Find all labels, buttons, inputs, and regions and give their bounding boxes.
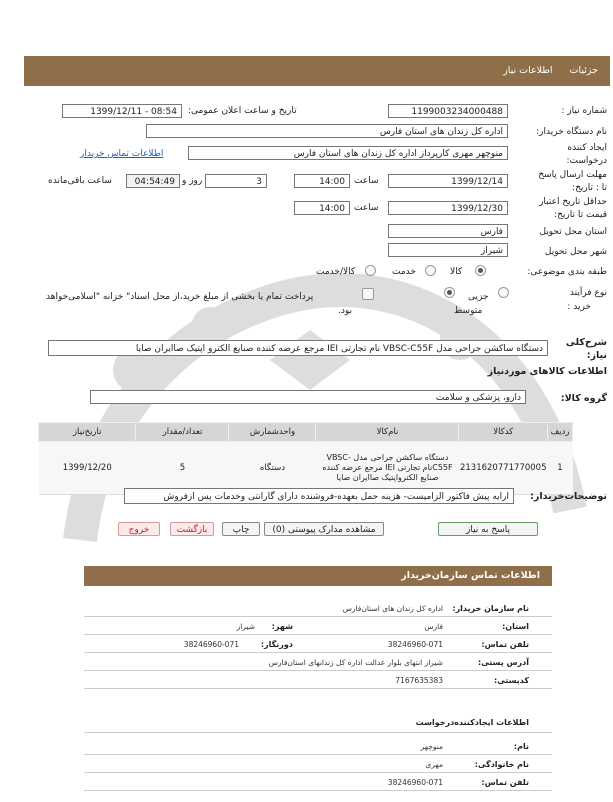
- province-contact-label: استان:: [502, 622, 529, 631]
- address-value: شیراز انتهای بلوار عدالت اداره کل زندانهای استان‌فارس: [268, 658, 443, 667]
- province-contact-value: فارس: [424, 622, 443, 631]
- goods-section-title: اطلاعات کالاهای موردنیاز: [487, 366, 607, 377]
- th-date: تاریخ‌نیاز: [39, 423, 136, 442]
- cell-code: 2131620771770005: [459, 442, 548, 495]
- goods-table: [38, 422, 573, 495]
- breadcrumb-need-info[interactable]: اطلاعات نیاز: [503, 65, 553, 76]
- city-field[interactable]: شیراز: [388, 243, 508, 257]
- process-label-2: خرید :: [567, 302, 591, 312]
- buyer-field[interactable]: اداره کل زندان های استان فارس: [146, 124, 508, 138]
- category-label: طبقه بندی موضوعی:: [527, 267, 607, 277]
- phone-contact-value: 38246960-071: [387, 640, 443, 649]
- announce-label: تاریخ و ساعت اعلان عمومی:: [188, 106, 297, 116]
- cell-index: 1: [548, 442, 573, 495]
- description-label-2: نیاز:: [586, 350, 607, 361]
- need-number-label: شماره نیاز :: [561, 106, 607, 116]
- remaining-label: ساعت باقی‌مانده: [48, 176, 112, 186]
- last-name-label: نام خانوادگی:: [474, 760, 529, 769]
- creator-phone-label: تلفن تماس:: [481, 778, 529, 787]
- buyer-contact-link[interactable]: اطلاعات تماس خریدار: [80, 149, 164, 159]
- creator-field[interactable]: منوچهر مهری کارپرداز اداره کل زندان های استان فارس: [188, 146, 508, 160]
- category-service-label: خدمت: [392, 267, 416, 277]
- goods-group-label: گروه کالا:: [560, 393, 607, 404]
- reply-button[interactable]: پاسخ به نیاز: [438, 522, 538, 536]
- breadcrumb-details[interactable]: جزئیات: [569, 65, 598, 76]
- page-header: [24, 56, 610, 86]
- city-contact-value: شیراز: [236, 622, 255, 631]
- contact-section-header: [84, 566, 552, 586]
- reply-deadline-label-2: تا : تاریخ:: [572, 183, 607, 193]
- th-qty: تعداد/مقدار: [136, 423, 229, 442]
- org-name-value: اداره کل زندان های استان‌فارس: [342, 604, 443, 613]
- reply-time-field[interactable]: 14:00: [294, 174, 350, 188]
- th-unit: واحدشمارش: [229, 423, 316, 442]
- city-contact-label: شهر:: [271, 622, 293, 631]
- validity-time-label: ساعت: [354, 203, 379, 213]
- process-medium-label: متوسط: [454, 306, 483, 316]
- cell-name: دستگاه ساکشن جراحی مدل VBSC-C55Fنام تجارتی IEI مرجع عرضه کننده صنایع الکترواپتیک صاایران صایا: [316, 442, 459, 495]
- print-button[interactable]: چاپ: [222, 522, 260, 536]
- payment-note: پرداخت تمام یا بخشی از مبلغ خرید،از محل اسناد" خزانه "اسلامی‌خواهد: [46, 292, 314, 302]
- contact-title: اطلاعات تماس سازمان‌خریدار: [401, 570, 540, 581]
- days-field[interactable]: 3: [205, 174, 267, 188]
- th-code: کدکالا: [459, 423, 548, 442]
- reply-deadline-label: مهلت ارسال پاسخ: [538, 170, 607, 180]
- table-row: [39, 442, 573, 495]
- cell-unit: دستگاه: [229, 442, 316, 495]
- validity-date-field[interactable]: 1399/12/30: [388, 201, 508, 215]
- th-index: ردیف: [548, 423, 573, 442]
- th-name: نام‌کالا: [316, 423, 459, 442]
- announce-field[interactable]: 1399/12/11 - 08:54: [62, 104, 182, 118]
- category-service-radio[interactable]: [425, 265, 436, 276]
- price-validity-label: حداقل تاریخ اعتبار: [539, 197, 607, 207]
- address-label: آدرس پستی:: [478, 658, 529, 667]
- last-name-value: مهری: [425, 760, 443, 769]
- goods-group-field: دارو، پزشکی و سلامت: [90, 390, 526, 404]
- province-label: استان محل تحویل: [539, 227, 607, 237]
- first-name-value: منوچهر: [420, 742, 443, 751]
- creator-label-2: درخواست:: [566, 156, 607, 166]
- remaining-time-field: 04:54:49: [126, 174, 180, 188]
- validity-time-field[interactable]: 14:00: [294, 201, 350, 215]
- payment-checkbox[interactable]: [362, 288, 374, 300]
- category-both-radio[interactable]: [365, 265, 376, 276]
- cell-date: 1399/12/20: [39, 442, 136, 495]
- category-goods-radio[interactable]: [475, 265, 486, 276]
- buyer-label: نام دستگاه خریدار:: [536, 127, 607, 137]
- buyer-notes-label: توضیحات‌خریدار:: [530, 491, 607, 502]
- category-goods-label: کالا: [450, 267, 463, 277]
- payment-note-2: بود.: [338, 306, 353, 316]
- buyer-notes-field: ارایه پیش فاکتور الزامیست- هزینه حمل بعهده-فروشنده دارای گارانتی وخدمات پس ازفروش: [124, 488, 514, 504]
- fax-value: 38246960-071: [183, 640, 239, 649]
- creator-phone-value: 38246960-071: [387, 778, 443, 787]
- city-label: شهر محل تحویل: [544, 247, 607, 257]
- reply-date-field[interactable]: 1399/12/14: [388, 174, 508, 188]
- table-header-row: [39, 423, 573, 442]
- phone-contact-label: تلفن تماس:: [481, 640, 529, 649]
- description-field: دستگاه ساکشن جراحی مدل VBSC-C55F نام تجارتی IEI مرجع عرضه کننده صنایع الکترو اپتیک صاایران صایا: [48, 340, 548, 356]
- postal-label: کدپستی:: [494, 676, 529, 685]
- description-label: شرح‌کلی: [565, 337, 607, 348]
- process-medium-radio[interactable]: [444, 287, 455, 298]
- days-label: روز و: [182, 176, 203, 186]
- process-label: نوع فرآیند: [569, 288, 607, 298]
- process-partial-radio[interactable]: [498, 287, 509, 298]
- back-button[interactable]: بازگشت: [170, 522, 214, 536]
- creator-label: ایجاد کننده: [567, 143, 607, 153]
- category-both-label: کالا/خدمت: [316, 267, 356, 277]
- price-validity-label-2: قیمت تا تاریخ:: [554, 210, 607, 220]
- process-partial-label: جزیی: [468, 292, 489, 302]
- province-field[interactable]: فارس: [388, 224, 508, 238]
- need-number-field[interactable]: 1199003234000488: [388, 104, 508, 118]
- attachments-button[interactable]: مشاهده مدارک پیوستی (0): [264, 522, 384, 536]
- org-name-label: نام سازمان خریدار:: [452, 604, 529, 613]
- reply-time-label: ساعت: [354, 176, 379, 186]
- exit-button[interactable]: خروج: [118, 522, 160, 536]
- fax-label: دورنگار:: [260, 640, 293, 649]
- first-name-label: نام:: [513, 742, 529, 751]
- cell-qty: 5: [136, 442, 229, 495]
- postal-value: 7167635383: [395, 676, 443, 685]
- creator-info-title: اطلاعات ایجادکننده‌درخواست: [415, 718, 529, 727]
